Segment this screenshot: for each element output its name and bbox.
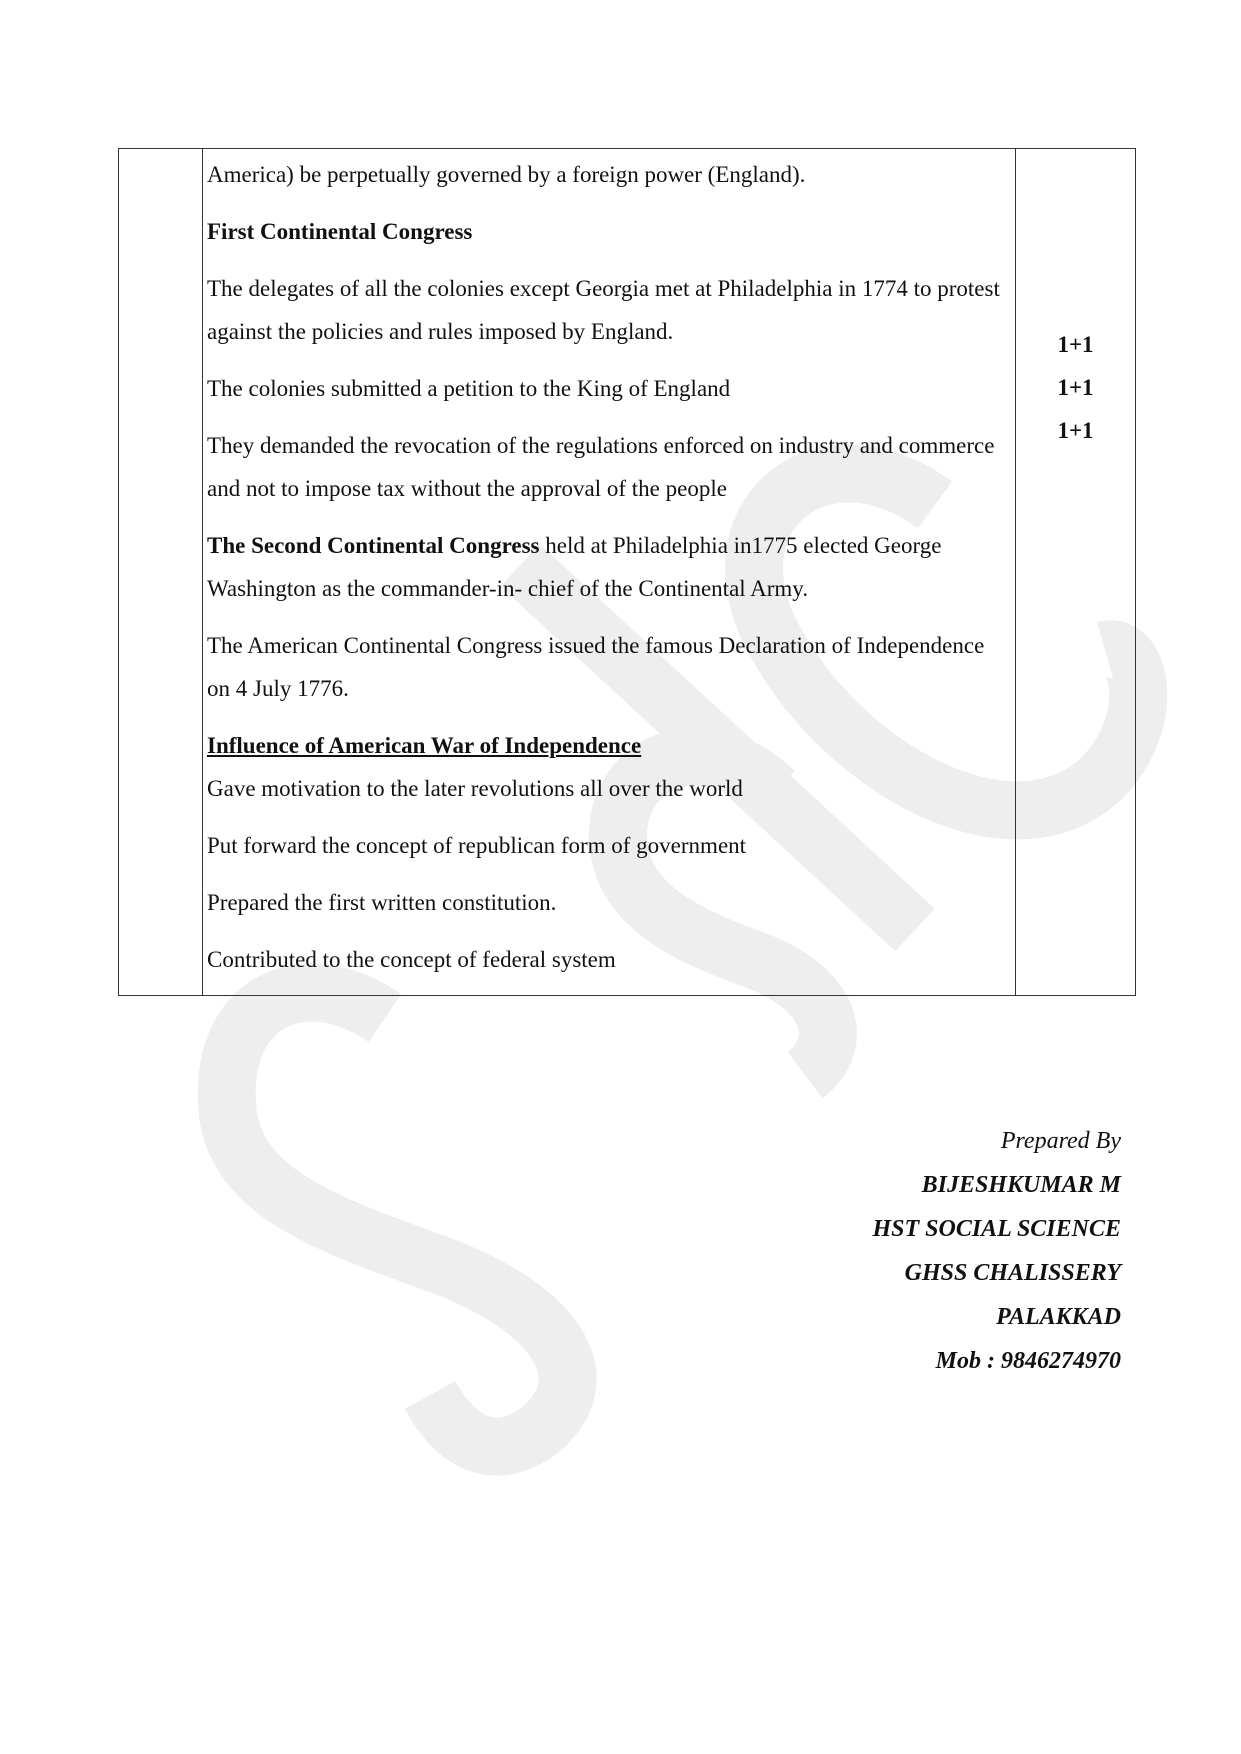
second-congress-heading: The Second Continental Congress [207,533,540,558]
second-congress-paragraph [207,524,1009,610]
answer-table [118,148,1136,996]
author-designation: HST SOCIAL SCIENCE [872,1216,1121,1242]
influence-heading: Influence of American War of Independence [207,733,642,758]
influence-item: Prepared the first written constitution. [207,890,557,915]
author-school: GHSS CHALISSERY [904,1260,1121,1286]
mark-value: 1+1 [1057,418,1094,443]
demands-paragraph: They demanded the revocation of the regulations enforced on industry and commerce and not to impose tax without the approval of the people [207,433,995,501]
answer-cell [203,149,1016,996]
influence-item: Contributed to the concept of federal system [207,947,616,972]
table-row [119,149,1136,996]
marks-cell [1016,149,1136,996]
second-congress-text: held at Philadelphia in1775 elected George Washington as the commander-in- chief of the Continental Army. [207,533,942,601]
question-number-cell [119,149,203,996]
signature-block [872,1119,1121,1383]
petition-paragraph: The colonies submitted a petition to the King of England [207,376,731,401]
first-congress-paragraph: The delegates of all the colonies except Georgia met at Philadelphia in 1774 to protest against the policies and rules imposed by England. [207,276,1000,344]
intro-fragment: America) be perpetually governed by a foreign power (England). [207,162,806,187]
author-place: PALAKKAD [996,1304,1121,1330]
prepared-by-label: Prepared By [1000,1128,1121,1154]
mark-value: 1+1 [1057,332,1094,357]
author-mobile: Mob : 9846274970 [935,1348,1121,1374]
author-name: BIJESHKUMAR M [921,1172,1121,1198]
declaration-paragraph: The American Continental Congress issued the famous Declaration of Independence on 4 July 1776. [207,633,985,701]
marks-list [1016,323,1135,452]
influence-item: Put forward the concept of republican form of government [207,833,747,858]
mark-value: 1+1 [1057,375,1094,400]
influence-item: Gave motivation to the later revolutions all over the world [207,776,743,801]
first-congress-heading: First Continental Congress [207,219,473,244]
